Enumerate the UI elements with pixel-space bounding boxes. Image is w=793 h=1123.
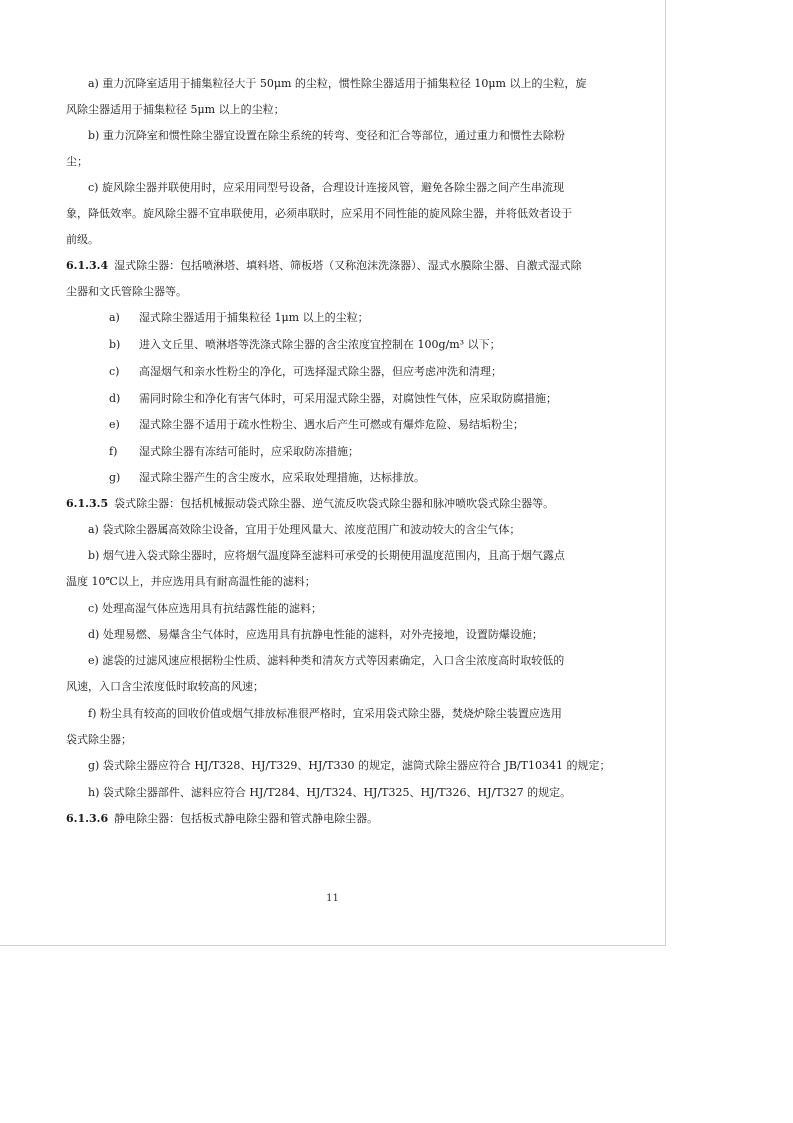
section-number: 6.1.3.4: [66, 259, 109, 272]
paragraph-b-line-2: 尘；: [66, 155, 88, 168]
item-label: f): [109, 445, 118, 458]
paragraph-b-line-1: b) 重力沉降室和惯性除尘器宜设置在除尘系统的转弯、变径和汇合等部位，通过重力和惯性去除粉: [88, 129, 565, 142]
item-label: g): [109, 471, 121, 484]
item-label: c): [109, 365, 120, 378]
bag-item-h: h) 袋式除尘器部件、滤料应符合 HJ/T284、HJ/T324、HJ/T325、HJ/T326、HJ/T327 的规定。: [88, 786, 572, 799]
section-6-1-3-4-line-2: 尘器和文氏管除尘器等。: [66, 285, 187, 298]
section-6-1-3-6-heading: [66, 812, 378, 826]
wet-item-f: [109, 445, 359, 459]
item-text: 高湿烟气和亲水性粉尘的净化，可选择湿式除尘器，但应考虑冲洗和清理；: [139, 365, 502, 378]
section-number: 6.1.3.6: [66, 812, 109, 825]
item-label: d): [109, 392, 121, 405]
item-text: 湿式除尘器产生的含尘废水，应采取处理措施，达标排放。: [139, 471, 425, 484]
wet-item-g: [109, 471, 425, 485]
paragraph-a-line-1: a) 重力沉降室适用于捕集粒径大于 50μm 的尘粒，惯性除尘器适用于捕集粒径 10μm 以上的尘粒，旋: [88, 77, 587, 90]
bag-item-e-line-2: 风速，入口含尘浓度低时取较高的风速；: [66, 680, 264, 693]
paragraph-c-line-3: 前级。: [66, 233, 99, 246]
section-number: 6.1.3.5: [66, 497, 109, 510]
item-label: a): [109, 311, 120, 324]
bag-item-e-line-1: e) 滤袋的过滤风速应根据粉尘性质、滤料种类和清灰方式等因素确定，入口含尘浓度高时取较低的: [88, 654, 565, 667]
item-text: 需同时除尘和净化有害气体时，可采用湿式除尘器，对腐蚀性气体，应采取防腐措施；: [139, 392, 557, 405]
wet-item-c: [109, 365, 502, 379]
bag-item-c: c) 处理高湿气体应选用具有抗结露性能的滤料；: [88, 602, 322, 615]
item-text: 湿式除尘器适用于捕集粒径 1μm 以上的尘粒；: [139, 311, 369, 324]
wet-item-e: [109, 418, 524, 432]
bag-item-a: a) 袋式除尘器属高效除尘设备，宜用于处理风量大、浓度范围广和波动较大的含尘气体；: [88, 523, 521, 536]
page-number: 11: [326, 893, 339, 904]
bag-item-g: g) 袋式除尘器应符合 HJ/T328、HJ/T329、HJ/T330 的规定，滤筒式除尘器应符合 JB/T10341 的规定；: [88, 759, 611, 772]
bag-item-f-line-1: f) 粉尘具有较高的回收价值或烟气排放标准很严格时，宜采用袋式除尘器，焚烧炉除尘装置应选用: [88, 707, 562, 720]
section-text: 湿式除尘器：包括喷淋塔、填料塔、筛板塔（又称泡沫洗涤器）、湿式水膜除尘器、自激式湿式除: [114, 259, 582, 272]
wet-item-a: [109, 311, 369, 325]
item-text: 湿式除尘器不适用于疏水性粉尘、遇水后产生可燃或有爆炸危险、易结垢粉尘；: [139, 418, 524, 431]
wet-item-b: [109, 338, 501, 352]
bag-item-b-line-1: b) 烟气进入袋式除尘器时，应将烟气温度降至滤料可承受的长期使用温度范围内，且高于烟气露点: [88, 549, 565, 562]
section-text: 静电除尘器：包括板式静电除尘器和管式静电除尘器。: [114, 812, 379, 825]
section-6-1-3-4-heading: [66, 259, 582, 273]
item-label: e): [109, 418, 120, 431]
bag-item-f-line-2: 袋式除尘器；: [66, 733, 132, 746]
section-text: 袋式除尘器：包括机械振动袋式除尘器、逆气流反吹袋式除尘器和脉冲喷吹袋式除尘器等。: [114, 497, 555, 510]
bag-item-d: d) 处理易燃、易爆含尘气体时，应选用具有抗静电性能的滤料，对外壳接地，设置防爆设施；: [88, 628, 543, 641]
item-label: b): [109, 338, 121, 351]
item-text: 湿式除尘器有冻结可能时，应采取防冻措施；: [139, 445, 359, 458]
paragraph-c-line-1: c) 旋风除尘器并联使用时，应采用同型号设备，合理设计连接风管，避免各除尘器之间产生串流现: [88, 181, 564, 194]
item-text: 进入文丘里、喷淋塔等洗涤式除尘器的含尘浓度宜控制在 100g/m³ 以下；: [139, 338, 501, 351]
wet-item-d: [109, 392, 557, 406]
paragraph-c-line-2: 象，降低效率。旋风除尘器不宜串联使用，必须串联时，应采用不同性能的旋风除尘器，并将低效者设于: [66, 207, 572, 220]
bag-item-b-line-2: 温度 10℃以上，并应选用具有耐高温性能的滤料；: [66, 575, 316, 588]
section-6-1-3-5-heading: [66, 497, 554, 511]
paragraph-a-line-2: 风除尘器适用于捕集粒径 5μm 以上的尘粒；: [66, 103, 285, 116]
